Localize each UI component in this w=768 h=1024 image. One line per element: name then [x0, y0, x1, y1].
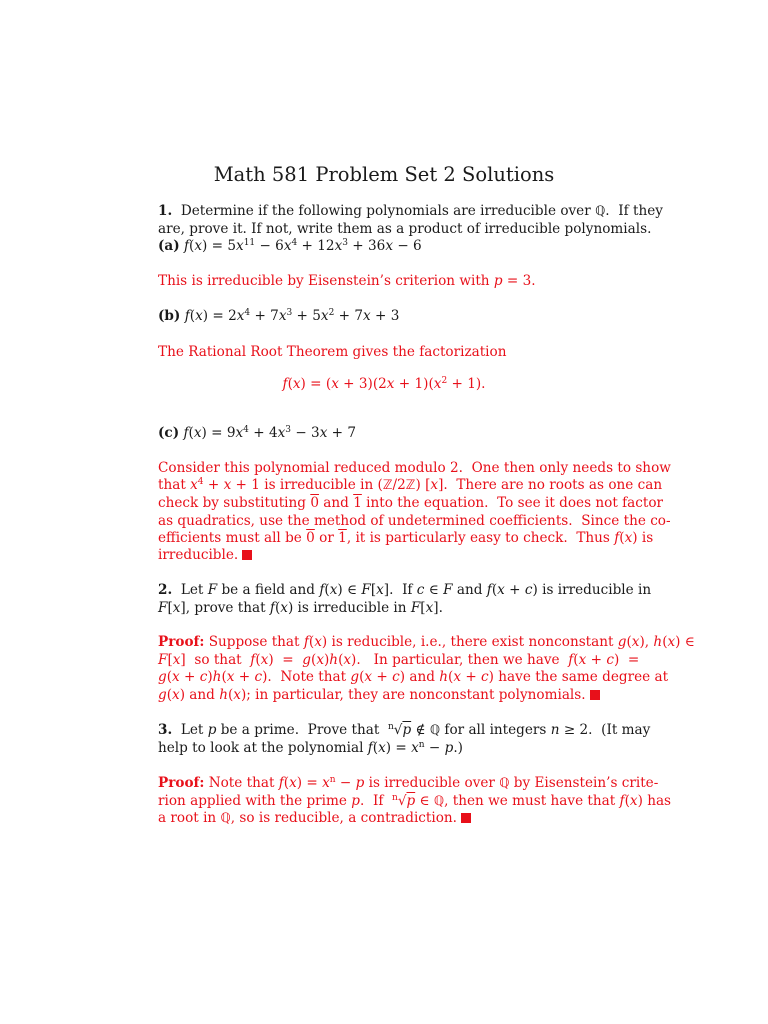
document-page: Math 581 Problem Set 2 Solutions 1. Determine if the following polynomials are irreducible over ℚ. If they are, prove it. If not, write them as a product of irreducible polynomials. (a) $f(x) = 5x^{11} - 6x^4 + 12x^3 + 36x - 6$ This is irreducible by Eisenstein’s criterion with p = 3. (b) $f(x) = 2x^4 + 7x^3 + 5x^2 + 7x + 3$ The Rational Root Theorem gives the factorization $f(x) = (x + 3)(2x + 1)(x^2 + 1)$. (c) $f(x) = 9x^4 + 4x^3 - 3x + 7$ Consider this polynomial reduced modulo 2. One then only needs to show that $x^4 + x + 1$ is irreducible in (ℤ/2ℤ) [x]. There are no roots as one can check by substituting 0 and 1 into the equation. To see it does not factor as quadratics, use the method of undetermined coefficients. Since the co- efficients must all be 0 or 1, it is particularly easy to check. Thus f(x) is irreducible. 2. Let F be a field and f(x) ∈ F[x]. If c ∈ F and f(x + c) is irreducible in F[x], prove that f(x) is irreducible in F[x]. Proof: Suppose that f(x) is reducible, i.e., there exist nonconstant g(x), h(x) ∈ F[x] so that f(x) = g(x)h(x). In particular, then we have f(x + c) = g(x + c)h(x + c). Note that g(x + c) and h(x + c) have the same degree at g(x) and h(x); in particular, they are nonconstant polynomials. 3. Let p be a prime. Prove that $^n$√p ∉ ℚ for all integers n ≥ 2. (It may help to look at the polynomial $f(x) = x^n - p$.) Proof: Note that $f(x) = x^n - p$ is irreducible over ℚ by Eisenstein’s crite- rion applied with the prime p. If $^n$√p ∈ ℚ, then we must have that f(x) has a root in ℚ, so is reducible, a contradiction.: [0, 0, 768, 1024]
part-b-factorization: $f(x) = (x + 3)(2x + 1)(x^2 + 1)$.: [282, 376, 486, 392]
part-c-polynomial: (c) $f(x) = 9x^4 + 4x^3 - 3x + 7$: [158, 425, 357, 441]
qed-square-icon: [590, 690, 600, 700]
part-a-solution: This is irreducible by Eisenstein’s criterion with p = 3.: [158, 273, 536, 289]
problem-statement: help to look at the polynomial $f(x) = x^n - p$.): [158, 740, 463, 756]
part-b-solution: The Rational Root Theorem gives the factorization: [158, 344, 507, 360]
part-a-polynomial: (a) $f(x) = 5x^{11} - 6x^4 + 12x^3 + 36x - 6$: [158, 238, 422, 254]
problem-statement: 3. Let p be a prime. Prove that $^n$√p ∉ ℚ for all integers n ≥ 2. (It may: [158, 722, 651, 738]
part-b-polynomial: (b) $f(x) = 2x^4 + 7x^3 + 5x^2 + 7x + 3$: [158, 308, 400, 324]
page-title: Math 581 Problem Set 2 Solutions: [213, 163, 555, 186]
problem-statement: 2. Let F be a field and f(x) ∈ F[x]. If c ∈ F and f(x + c) is irreducible in: [158, 582, 652, 598]
qed-square-icon: [461, 813, 471, 823]
problem-statement: F[x], prove that f(x) is irreducible in F[x].: [158, 600, 443, 616]
problem-statement: 1. Determine if the following polynomials are irreducible over ℚ. If they: [158, 203, 663, 219]
qed-square-icon: [242, 550, 252, 560]
problem-statement: are, prove it. If not, write them as a product of irreducible polynomials.: [158, 221, 652, 237]
